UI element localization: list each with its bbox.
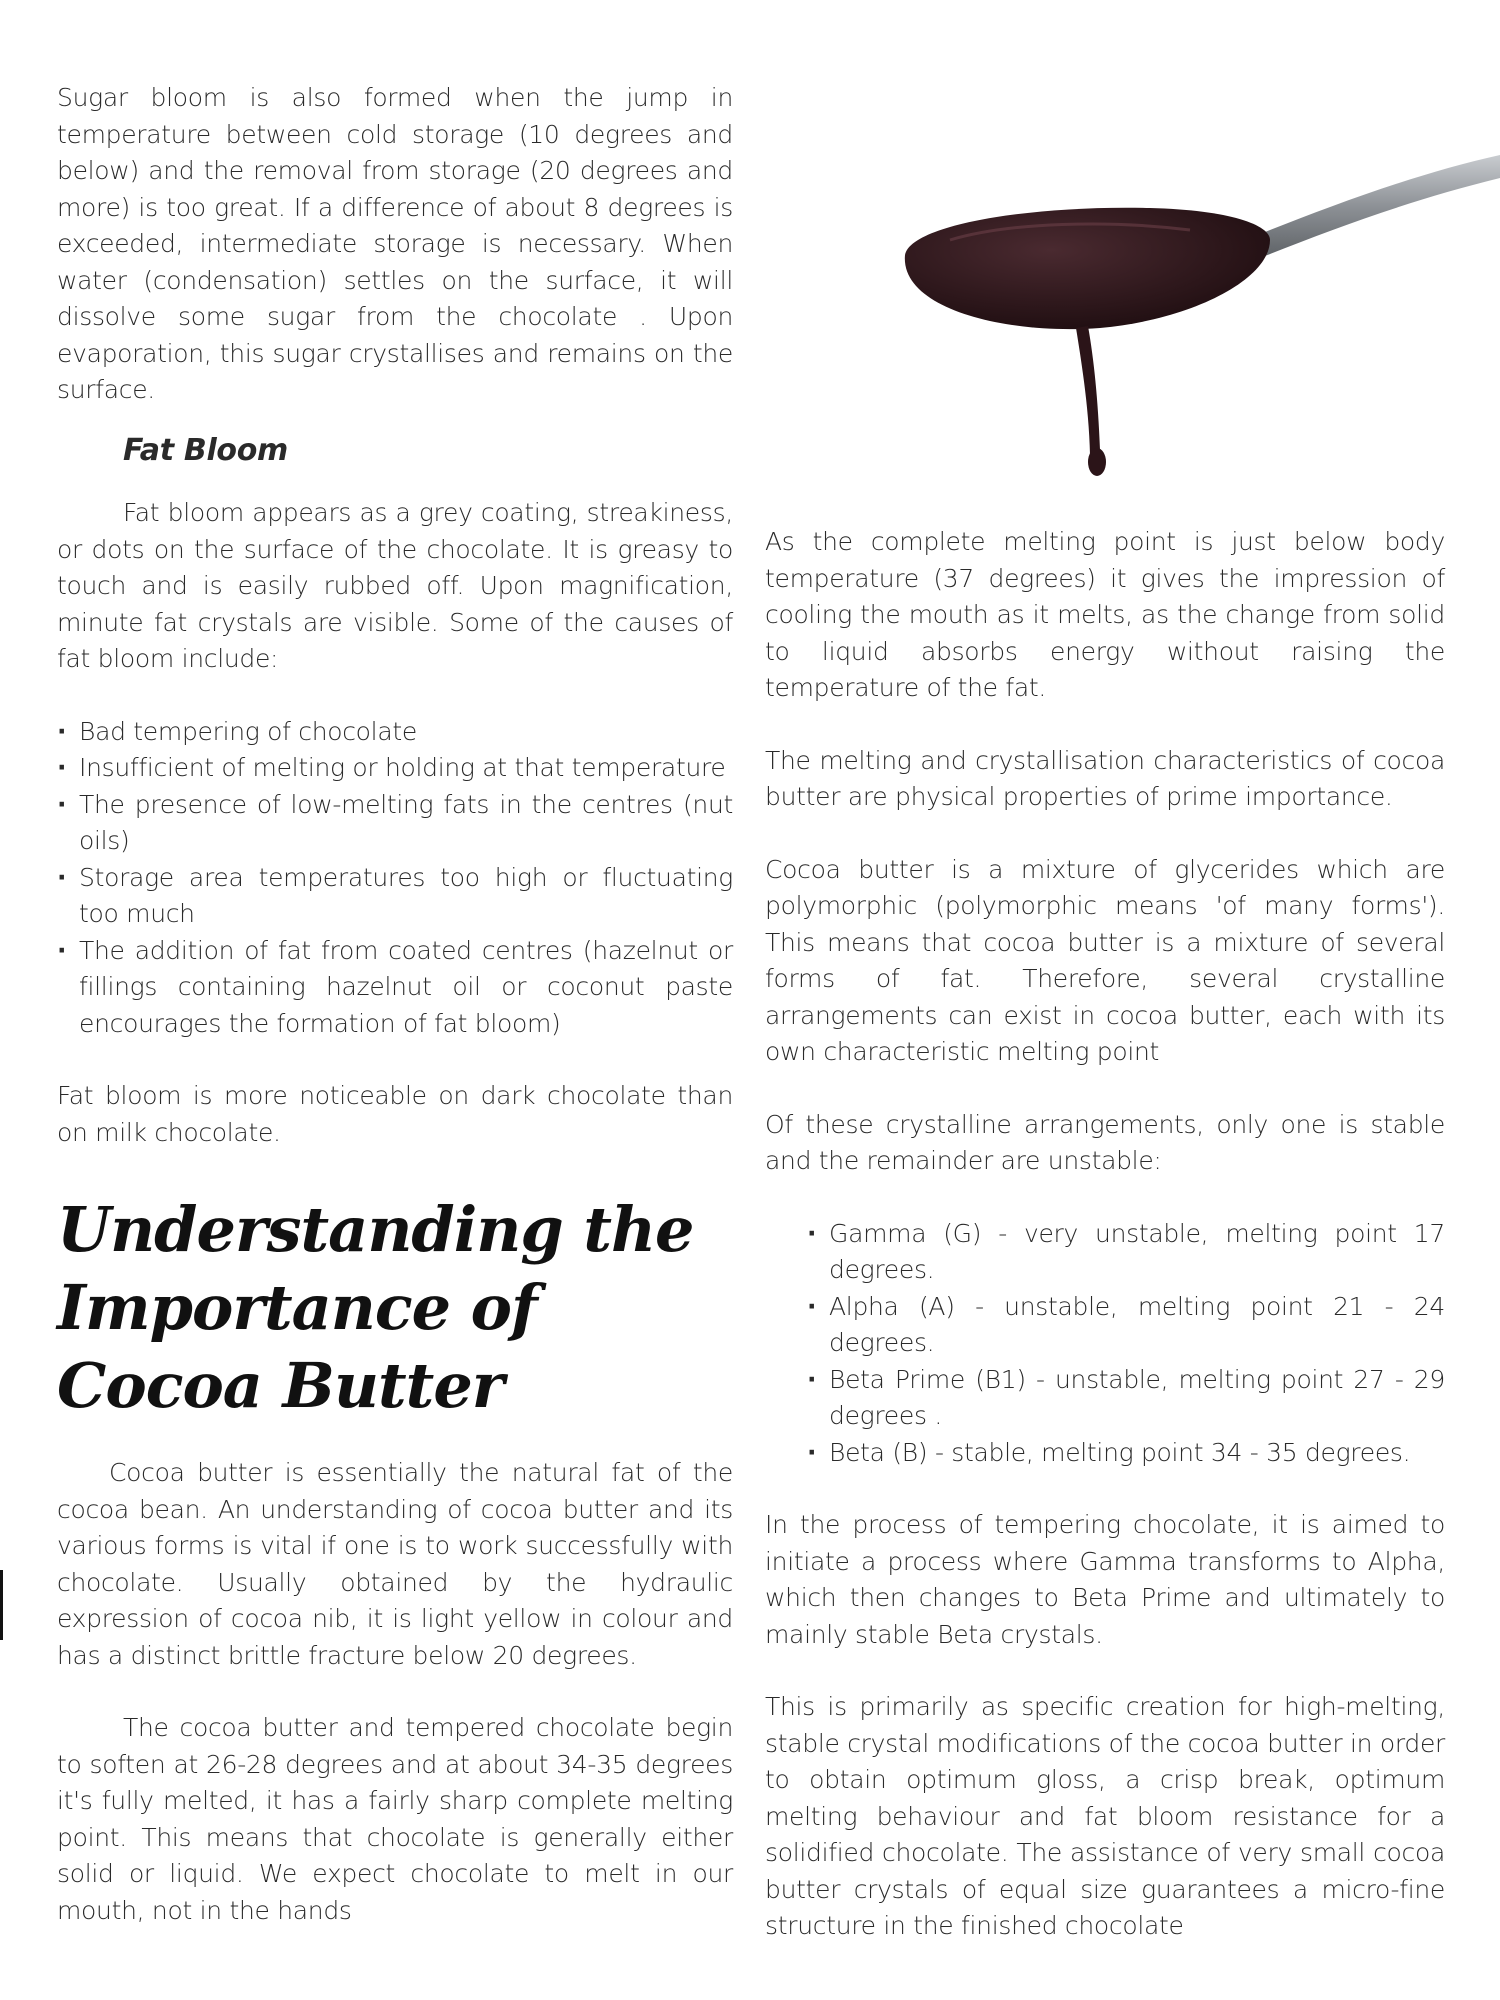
left-column xyxy=(57,0,733,1929)
fat-bloom-causes-list xyxy=(57,714,733,1043)
melting-paragraph: The cocoa butter and tempered chocolate begin to soften at 26-28 degrees and at about 34-35 degrees it's fully melted, it has a fairly sharp complete melting point. This means that chocolate is generally either solid or liquid. We expect chocolate to melt in our mouth, not in the hands xyxy=(57,1713,733,1925)
crystal-creation-paragraph: This is primarily as specific creation for high-melting, stable crystal modifications of the cocoa butter in order to obtain optimum gloss, a crisp break, optimum melting behaviour and fat bloom resistance for a solidified chocolate. The assistance of very small cocoa butter crystals of equal size guarantees a micro-fine structure in the finished chocolate xyxy=(765,1692,1445,1940)
list-item: · Storage area temperatures too high or fluctuating too much xyxy=(57,860,733,933)
characteristics-paragraph: The melting and crystallisation characteristics of cocoa butter are physical properties of prime importance. xyxy=(765,745,1445,811)
list-item: · The presence of low-melting fats in the centres (nut oils) xyxy=(57,787,733,860)
fat-bloom-paragraph: Fat bloom appears as a grey coating, streakiness, or dots on the surface of the chocolate. It is greasy to touch and is easily rubbed off. Upon magnification, minute fat crystals are visible. Some of the causes of fat bloom include: xyxy=(57,498,733,673)
list-item: · Beta Prime (B1) - unstable, melting point 27 - 29 degrees . xyxy=(807,1362,1445,1435)
body-temperature-paragraph: As the complete melting point is just below body temperature (37 degrees) it gives the impression of cooling the mouth as it melts, as the change from solid to liquid absorbs energy without raising the temperature of the fat. xyxy=(765,527,1445,702)
list-item: · Gamma (G) - very unstable, melting point 17 degrees. xyxy=(807,1216,1445,1289)
list-item: · Beta (B) - stable, melting point 34 - 35 degrees. xyxy=(807,1435,1445,1472)
crystal-forms-list xyxy=(765,1216,1445,1472)
crystalline-paragraph: Of these crystalline arrangements, only one is stable and the remainder are unstable: xyxy=(765,1109,1445,1175)
list-item: · Insufficient of melting or holding at that temperature xyxy=(57,750,733,787)
fat-bloom-note-paragraph: Fat bloom is more noticeable on dark chocolate than on milk chocolate. xyxy=(57,1081,733,1147)
list-item: · Alpha (A) - unstable, melting point 21 - 24 degrees. xyxy=(807,1289,1445,1362)
sugar-bloom-paragraph: Sugar bloom is also formed when the jump in temperature between cold storage (10 degrees and below) and the removal from storage (20 degrees and more) is too great. If a difference of about 8 degrees is exceeded, intermediate storage is necessary. When water (condensation) settles on the surface, it will dissolve some sugar from the chocolate . Upon evaporation, this sugar crystallises and remains on the surface. xyxy=(57,83,733,404)
page-edge-mark xyxy=(0,1570,3,1640)
list-item: · Bad tempering of chocolate xyxy=(57,714,733,751)
polymorphic-paragraph: Cocoa butter is a mixture of glycerides which are polymorphic (polymorphic means 'of many forms'). This means that cocoa butter is a mixture of several forms of fat. Therefore, several crystalline arrangements can exist in cocoa butter, each with its own characteristic melting point xyxy=(765,854,1445,1066)
right-column xyxy=(765,0,1445,1945)
tempering-paragraph: In the process of tempering chocolate, it is aimed to initiate a process where Gamma transforms to Alpha, which then changes to Beta Prime and ultimately to mainly stable Beta crystals. xyxy=(765,1510,1445,1649)
list-item: · The addition of fat from coated centres (hazelnut or fillings containing hazelnut oil or coconut paste encourages the formation of fat bloom) xyxy=(57,933,733,1043)
cocoa-butter-paragraph: Cocoa butter is essentially the natural fat of the cocoa bean. An understanding of cocoa butter and its various forms is vital if one is to work successfully with chocolate. Usually obtained by the hydraulic expression of cocoa nib, it is light yellow in colour and has a distinct brittle fracture below 20 degrees. xyxy=(57,1458,733,1670)
section-title: Understanding the Importance of Cocoa Butter xyxy=(57,1193,694,1422)
fat-bloom-heading: Fat Bloom xyxy=(123,432,289,468)
